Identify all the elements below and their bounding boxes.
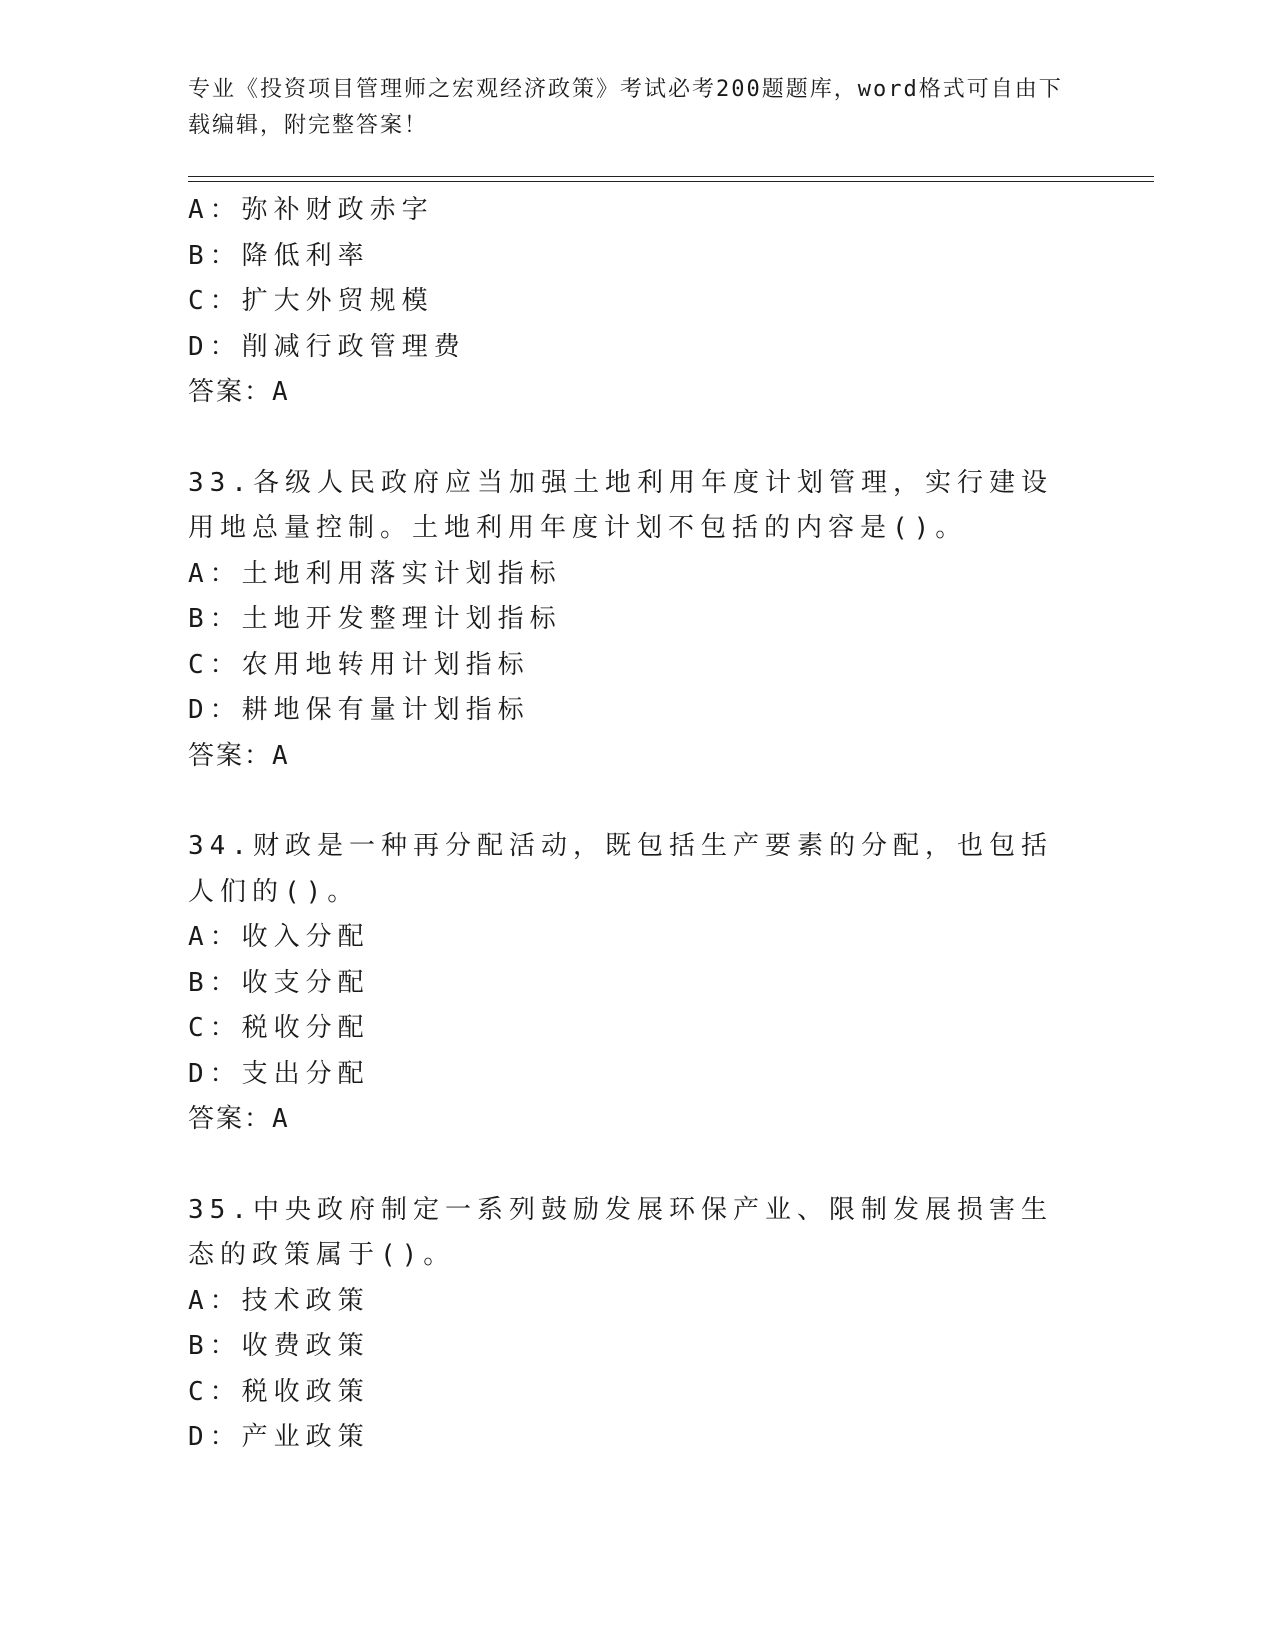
question-text: 34.财政是一种再分配活动，既包括生产要素的分配，也包括人们的()。 [188, 831, 1053, 907]
question-block [188, 824, 1088, 1143]
option-b: B：收支分配 [188, 967, 370, 998]
option-b: B：降低利率 [188, 240, 370, 271]
question-block [188, 188, 1088, 416]
option-a: A：收入分配 [188, 922, 370, 952]
header-rule-bottom [188, 181, 1154, 182]
option-c: C：扩大外贸规模 [188, 286, 434, 316]
header-rule-top [188, 176, 1154, 177]
option-d: D：削减行政管理费 [188, 331, 466, 362]
option-a: A：技术政策 [188, 1285, 370, 1316]
answer: 答案：A [188, 740, 290, 771]
question-block [188, 1188, 1088, 1461]
answer: 答案：A [188, 377, 290, 407]
question-block [188, 461, 1088, 780]
option-d: D：产业政策 [188, 1422, 370, 1452]
option-c: C：农用地转用计划指标 [188, 649, 530, 680]
option-a: A：弥补财政赤字 [188, 195, 434, 225]
answer: 答案：A [188, 1104, 290, 1134]
document-header: 专业《投资项目管理师之宏观经济政策》考试必考200题题库，word格式可自由下载编辑，附完整答案！ [188, 77, 1063, 138]
question-text: 33.各级人民政府应当加强土地利用年度计划管理，实行建设用地总量控制。土地利用年度计划不包括的内容是()。 [188, 467, 1053, 543]
option-b: B：土地开发整理计划指标 [188, 604, 562, 634]
option-d: D：支出分配 [188, 1058, 370, 1089]
question-text: 35.中央政府制定一系列鼓励发展环保产业、限制发展损害生态的政策属于()。 [188, 1194, 1053, 1270]
option-a: A：土地利用落实计划指标 [188, 558, 562, 589]
option-b: B：收费政策 [188, 1331, 370, 1361]
option-c: C：税收分配 [188, 1013, 370, 1043]
option-d: D：耕地保有量计划指标 [188, 695, 530, 725]
question-list [188, 188, 1088, 1461]
option-c: C：税收政策 [188, 1376, 370, 1407]
